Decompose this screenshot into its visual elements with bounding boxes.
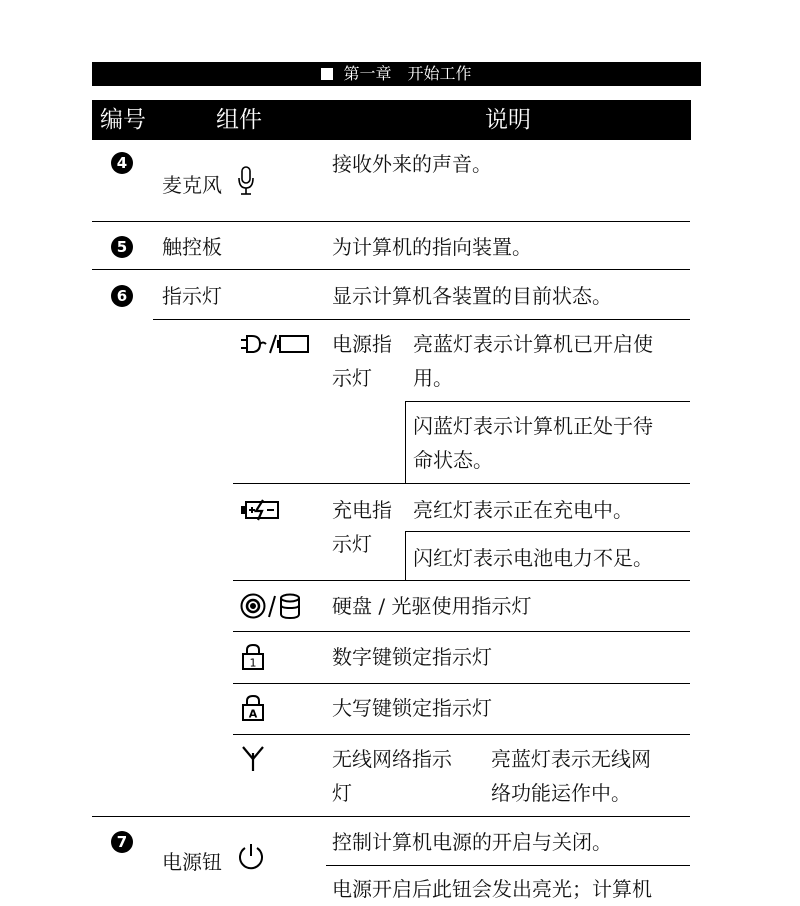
indicator-description: 用。	[413, 366, 453, 390]
number-badge: 4	[111, 152, 133, 174]
component-label: 麦克风	[162, 173, 222, 197]
indicator-description: 闪红灯表示电池电力不足。	[413, 546, 653, 570]
indicator-description: 数字键锁定指示灯	[332, 645, 492, 669]
cell-divider	[405, 401, 406, 483]
row-divider	[233, 483, 690, 484]
row-divider	[92, 269, 690, 270]
row-divider	[153, 319, 690, 320]
table-header	[92, 100, 691, 140]
row-divider	[233, 631, 690, 632]
wireless-antenna-icon	[241, 745, 265, 773]
cell-divider	[405, 531, 406, 580]
indicator-description: 硬盘 / 光驱使用指示灯	[332, 594, 532, 618]
row-divider	[233, 683, 690, 684]
row-divider	[233, 580, 690, 581]
indicator-name: 无线网络指示	[332, 747, 452, 771]
row-divider	[326, 865, 690, 866]
indicator-description: 命状态。	[413, 448, 493, 472]
number-badge: 7	[111, 831, 133, 853]
chapter-bar	[92, 62, 701, 86]
battery-charging-icon	[241, 499, 281, 521]
row-divider	[405, 531, 690, 532]
row-divider	[405, 401, 690, 402]
indicator-name: 充电指	[332, 498, 392, 522]
indicator-description: 络功能运作中。	[491, 781, 631, 805]
description-text: 为计算机的指向装置。	[332, 235, 532, 259]
header-description: 说明	[485, 107, 531, 133]
number-badge: 5	[111, 236, 133, 258]
description-text: 显示计算机各装置的目前状态。	[332, 284, 612, 308]
svg-text:A: A	[248, 707, 258, 721]
chapter-title: 第一章 开始工作	[343, 64, 472, 83]
disk-activity-icon	[240, 592, 302, 620]
indicator-name: 示灯	[332, 366, 372, 390]
indicator-description: 闪蓝灯表示计算机正处于待	[413, 414, 653, 438]
component-label: 触控板	[162, 235, 222, 259]
description-text: 控制计算机电源的开启与关闭。	[332, 830, 612, 854]
power-icon	[236, 842, 266, 874]
power-battery-indicator-icon	[240, 333, 312, 355]
description-text: 电源开启后此钮会发出亮光；计算机	[332, 877, 652, 901]
description-text: 接收外来的声音。	[332, 152, 492, 176]
number-badge: 6	[111, 285, 133, 307]
indicator-name: 示灯	[332, 532, 372, 556]
indicator-name: 电源指	[332, 332, 392, 356]
indicator-description: 亮蓝灯表示无线网	[491, 747, 651, 771]
indicator-description: 亮蓝灯表示计算机已开启使	[413, 332, 653, 356]
indicator-name: 灯	[332, 781, 352, 805]
header-component: 组件	[216, 107, 262, 133]
microphone-icon	[236, 165, 256, 197]
caps-lock-icon	[241, 694, 265, 722]
indicator-description: 大写键锁定指示灯	[332, 696, 492, 720]
square-bullet-icon	[321, 68, 333, 80]
header-number: 编号	[100, 107, 146, 133]
component-label: 电源钮	[162, 850, 222, 874]
indicator-description: 亮红灯表示正在充电中。	[413, 498, 633, 522]
svg-text:1: 1	[249, 656, 257, 670]
num-lock-icon	[241, 643, 265, 671]
row-divider	[92, 816, 690, 817]
row-divider	[92, 221, 690, 222]
component-label: 指示灯	[162, 284, 222, 308]
row-divider	[233, 734, 690, 735]
